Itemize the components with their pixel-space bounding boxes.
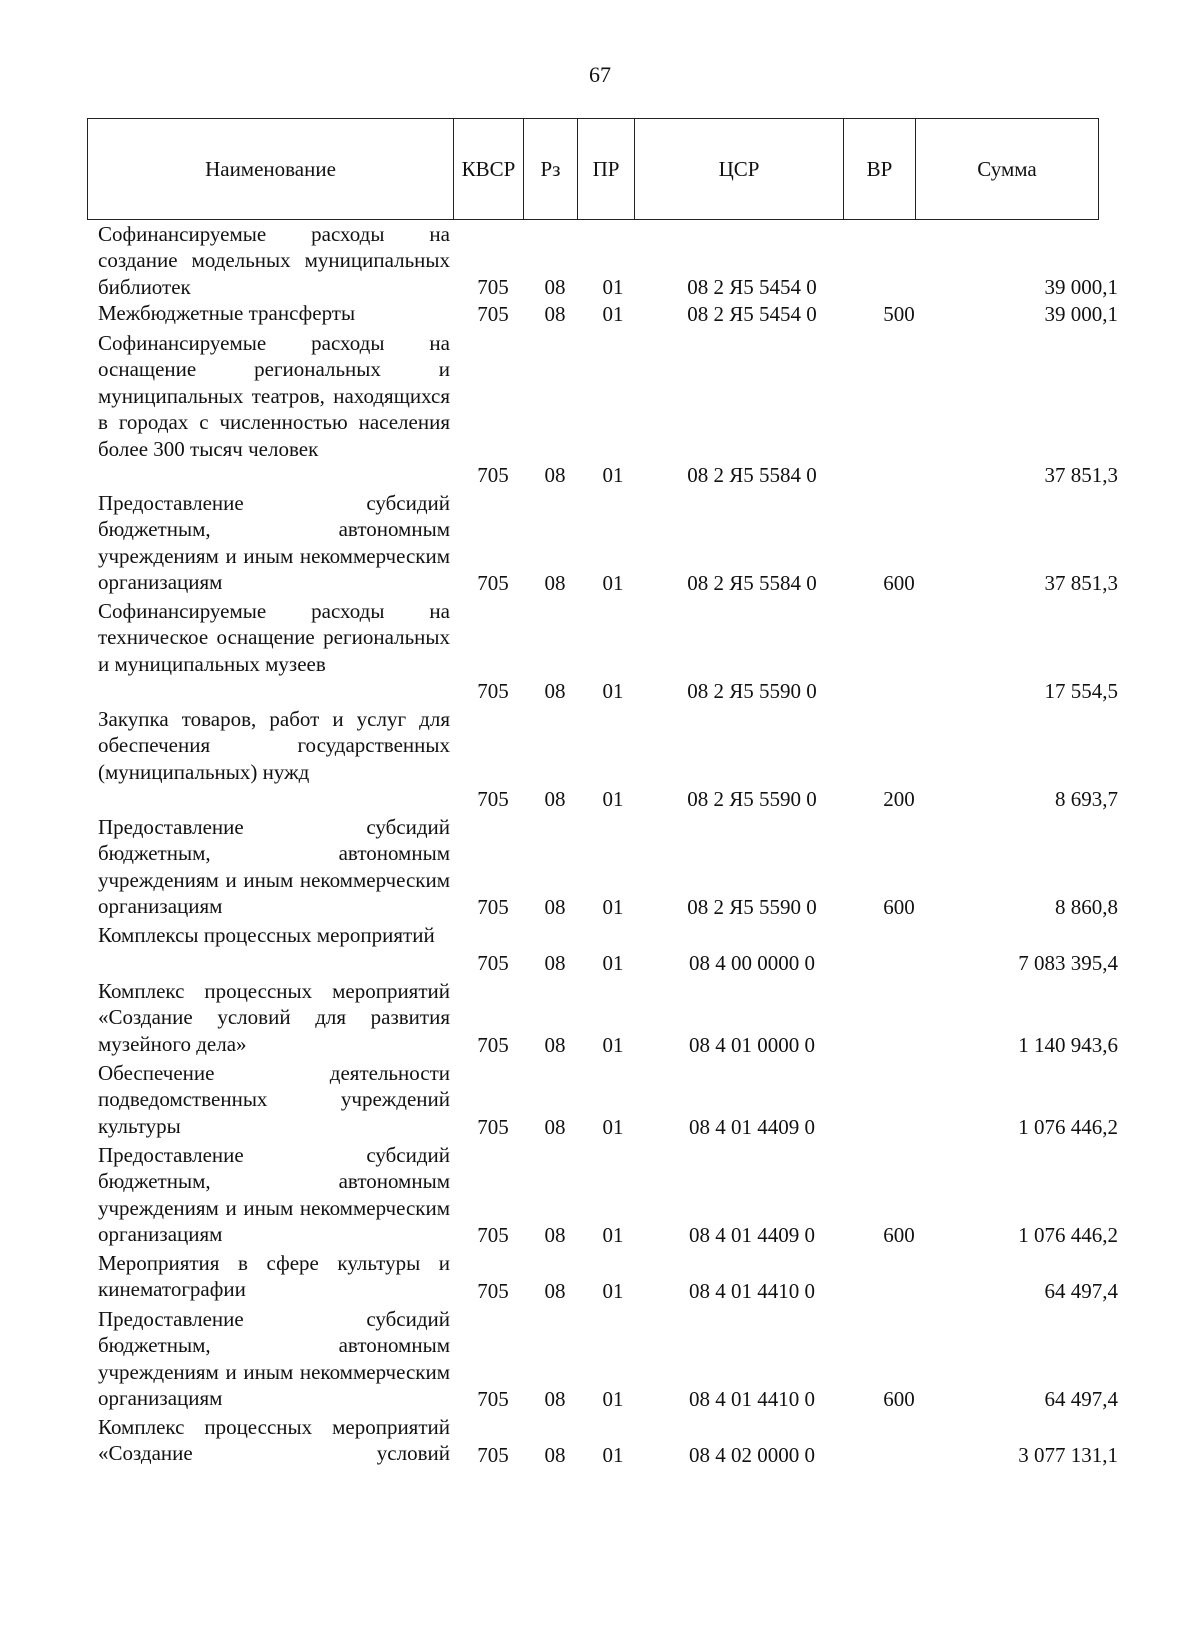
row-kvsr: 705 (477, 1114, 509, 1139)
table-row (0, 598, 1200, 704)
row-pr: 01 (602, 786, 624, 811)
row-rz: 08 (544, 462, 566, 487)
row-sum: 64 497,4 (1044, 1278, 1118, 1303)
row-sum: 1 076 446,2 (1018, 1222, 1118, 1247)
row-csr: 08 2 Я5 5584 0 (687, 462, 817, 487)
row-csr: 08 2 Я5 5590 0 (687, 786, 817, 811)
row-rz: 08 (544, 894, 566, 919)
table-row (0, 330, 1200, 488)
row-csr: 08 2 Я5 5584 0 (687, 570, 817, 595)
row-name: Мероприятия в сфере культуры и кинематографии (98, 1251, 450, 1302)
row-csr: 08 4 01 0000 0 (689, 1032, 815, 1057)
row-kvsr: 705 (477, 274, 509, 299)
row-rz: 08 (544, 1278, 566, 1303)
row-name: Предоставление субсидий бюджетным, автономным учреждениям и иным некоммерческим организациям (98, 815, 450, 919)
table-row (0, 1142, 1200, 1248)
row-kvsr: 705 (477, 1032, 509, 1057)
row-sum: 37 851,3 (1044, 462, 1118, 487)
row-name: Комплексы процессных мероприятий (98, 923, 435, 947)
row-kvsr: 705 (477, 570, 509, 595)
row-pr: 01 (602, 1222, 624, 1247)
header-pr: ПР (578, 119, 635, 220)
row-sum: 1 076 446,2 (1018, 1114, 1118, 1139)
row-sum: 7 083 395,4 (1018, 950, 1118, 975)
row-vr: 200 (883, 786, 915, 811)
table-header (87, 118, 1099, 220)
row-kvsr: 705 (477, 678, 509, 703)
row-pr: 01 (602, 1442, 624, 1467)
row-vr: 600 (883, 1222, 915, 1247)
row-pr: 01 (602, 462, 624, 487)
row-kvsr: 705 (477, 786, 509, 811)
row-kvsr: 705 (477, 894, 509, 919)
row-csr: 08 4 00 0000 0 (689, 950, 815, 975)
row-rz: 08 (544, 570, 566, 595)
row-name: Комплекс процессных мероприятий «Создание условий для развития музейного дела» (98, 979, 450, 1056)
table-row (0, 1414, 1200, 1468)
row-name: Закупка товаров, работ и услуг для обеспечения государственных (муниципальных) нужд (98, 707, 450, 784)
header-sum: Сумма (916, 119, 1099, 220)
row-pr: 01 (602, 1278, 624, 1303)
row-sum: 8 860,8 (1055, 894, 1118, 919)
row-rz: 08 (544, 786, 566, 811)
row-pr: 01 (602, 950, 624, 975)
row-csr: 08 4 01 4409 0 (689, 1222, 815, 1247)
row-kvsr: 705 (477, 1222, 509, 1247)
row-name: Межбюджетные трансферты (98, 301, 356, 325)
row-name: Комплекс процессных мероприятий «Создание условий (98, 1415, 450, 1466)
table-row (0, 814, 1200, 920)
row-csr: 08 4 01 4409 0 (689, 1114, 815, 1139)
row-sum: 17 554,5 (1044, 678, 1118, 703)
row-pr: 01 (602, 894, 624, 919)
row-rz: 08 (544, 678, 566, 703)
header-name: Наименование (88, 119, 454, 220)
table-row (0, 1060, 1200, 1140)
row-csr: 08 4 01 4410 0 (689, 1278, 815, 1303)
row-rz: 08 (544, 274, 566, 299)
row-pr: 01 (602, 678, 624, 703)
header-kvsr: КВСР (454, 119, 524, 220)
table-row (0, 300, 1200, 327)
row-csr: 08 4 02 0000 0 (689, 1442, 815, 1467)
row-vr: 600 (883, 570, 915, 595)
row-kvsr: 705 (477, 301, 509, 326)
row-name: Софинансируемые расходы на оснащение региональных и муниципальных театров, находящихся в городах с численностью населения более 300 тысяч человек (98, 331, 450, 461)
row-pr: 01 (602, 1114, 624, 1139)
row-name: Предоставление субсидий бюджетным, автономным учреждениям и иным некоммерческим организациям (98, 1307, 450, 1411)
row-name: Софинансируемые расходы на создание модельных муниципальных библиотек (98, 222, 450, 299)
row-sum: 3 077 131,1 (1018, 1442, 1118, 1467)
table-row (0, 221, 1200, 300)
row-csr: 08 4 01 4410 0 (689, 1386, 815, 1411)
row-sum: 64 497,4 (1044, 1386, 1118, 1411)
row-kvsr: 705 (477, 950, 509, 975)
row-kvsr: 705 (477, 1386, 509, 1411)
row-rz: 08 (544, 950, 566, 975)
header-csr: ЦСР (635, 119, 844, 220)
table-row (0, 1250, 1200, 1304)
row-pr: 01 (602, 274, 624, 299)
row-vr: 600 (883, 1386, 915, 1411)
row-rz: 08 (544, 1386, 566, 1411)
row-rz: 08 (544, 301, 566, 326)
header-rz: Рз (524, 119, 578, 220)
row-name: Софинансируемые расходы на техническое оснащение региональных и муниципальных музеев (98, 599, 450, 676)
row-pr: 01 (602, 570, 624, 595)
row-rz: 08 (544, 1442, 566, 1467)
header-vr: ВР (844, 119, 916, 220)
row-sum: 39 000,1 (1044, 301, 1118, 326)
row-kvsr: 705 (477, 462, 509, 487)
table-row (0, 922, 1200, 976)
row-rz: 08 (544, 1032, 566, 1057)
row-name: Обеспечение деятельности подведомственных учреждений культуры (98, 1061, 450, 1138)
row-name: Предоставление субсидий бюджетным, автономным учреждениям и иным некоммерческим организациям (98, 491, 450, 595)
row-csr: 08 2 Я5 5590 0 (687, 894, 817, 919)
page-number: 67 (589, 62, 611, 87)
row-pr: 01 (602, 1032, 624, 1057)
row-pr: 01 (602, 1386, 624, 1411)
row-rz: 08 (544, 1114, 566, 1139)
row-sum: 8 693,7 (1055, 786, 1118, 811)
row-csr: 08 2 Я5 5590 0 (687, 678, 817, 703)
row-sum: 1 140 943,6 (1018, 1032, 1118, 1057)
row-pr: 01 (602, 301, 624, 326)
row-vr: 600 (883, 894, 915, 919)
row-name: Предоставление субсидий бюджетным, автономным учреждениям и иным некоммерческим организациям (98, 1143, 450, 1247)
row-sum: 37 851,3 (1044, 570, 1118, 595)
row-kvsr: 705 (477, 1442, 509, 1467)
table-row (0, 978, 1200, 1058)
row-kvsr: 705 (477, 1278, 509, 1303)
row-csr: 08 2 Я5 5454 0 (687, 301, 817, 326)
row-sum: 39 000,1 (1044, 274, 1118, 299)
table-row (0, 1306, 1200, 1412)
row-csr: 08 2 Я5 5454 0 (687, 274, 817, 299)
table-row (0, 490, 1200, 596)
row-rz: 08 (544, 1222, 566, 1247)
row-vr: 500 (883, 301, 915, 326)
table-row (0, 706, 1200, 812)
